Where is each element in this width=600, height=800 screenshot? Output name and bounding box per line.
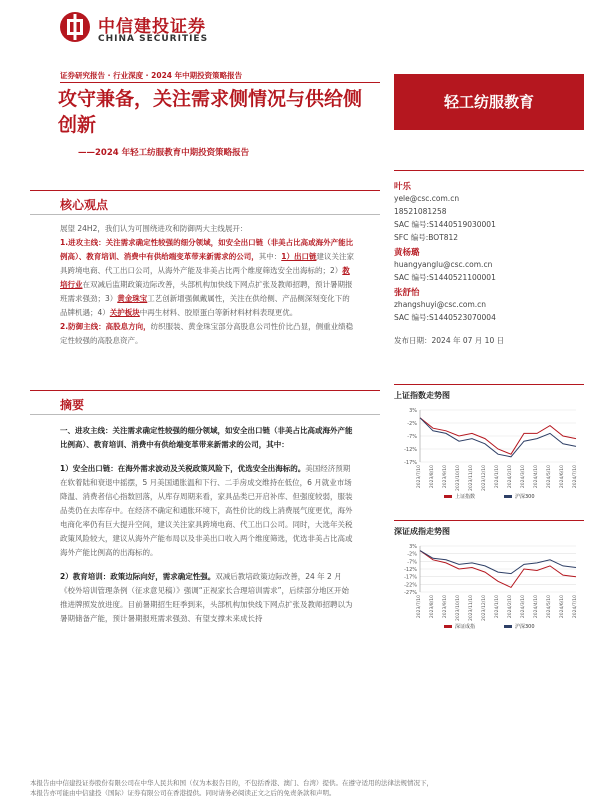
x-tick-label: 2023/8/10	[430, 595, 435, 619]
chart-title: 深证成指走势图	[394, 527, 450, 536]
summary-body	[60, 424, 356, 626]
section-divider	[30, 414, 380, 415]
core-point-2: 2.防御主线：高股息方向，纺织服装、黄金珠宝部分高股息公司性价比凸显，侧重业绩稳定性较强的高股息资产。	[60, 322, 354, 345]
analyst-name: 张舒怡	[394, 288, 420, 298]
sidebar-divider	[394, 170, 584, 171]
x-tick-label: 2024/7/10	[573, 465, 578, 489]
analyst-sac: SAC 编号:S1440521100001	[394, 273, 496, 282]
x-tick-label: 2023/12/10	[482, 595, 487, 621]
y-tick-label: 3%	[409, 544, 417, 550]
section-divider	[30, 390, 380, 391]
disclaimer-line: 本报告亦可能由中信建投（国际）证券有限公司在香港提供。同时请务必阅读正文之后的免责条款和声明。	[30, 789, 336, 797]
x-tick-label: 2024/6/10	[560, 465, 565, 489]
y-tick-label: -17%	[404, 460, 417, 466]
x-tick-label: 2023/7/10	[417, 595, 422, 619]
core-point-1: 1.进攻主线：关注需求确定性较强的细分领域，如安全出口链（非美占比高或海外产能比例高）、教育培训、消费中有供给端变革带来新需求的公司，其中：1）出口链建议关注家具跨境电商、代工出口公司，从海外产能及非美占比两个维度筛选安全出海标的；2）教培行业在双减后监期政策边际改善，头部机构加快线下网点扩张及教师招聘，预计暑期报班需求强劲；3）黄金珠宝工艺创新增强佩戴属性，关注在供给侧、产品侧深刻变化下的品牌机遇；4）关护板块中再生材料、胶原蛋白等新材料材料表现更优。	[60, 238, 354, 317]
summary-lead: 一、进攻主线：关注需求确定性较强的细分领域，如安全出口链（非美占比高或海外产能比例高）、教育培训、消费中有供给端变革带来新需求的公司，其中：	[60, 426, 353, 449]
disclaimer-line: 本报告由中信建投证券股份有限公司在中华人民共和国（仅为本报告目的，不包括香港、澳门、台湾）提供。在遵守适用的法律法规情况下，	[30, 779, 433, 787]
x-tick-label: 2023/11/10	[469, 595, 474, 621]
x-tick-label: 2023/9/10	[443, 465, 448, 489]
analyst-list	[394, 178, 584, 347]
x-tick-label: 2023/11/10	[469, 465, 474, 491]
x-tick-label: 2024/7/10	[573, 595, 578, 619]
core-intro: 展望 24H2，我们认为可围绕进攻和防御两大主线展开：	[60, 224, 248, 233]
y-tick-label: -22%	[404, 582, 417, 589]
x-tick-label: 2024/3/10	[521, 595, 526, 619]
legend-label: 上证指数	[455, 494, 476, 500]
x-tick-label: 2024/5/10	[547, 595, 552, 619]
logo-text: 中信建投证券	[98, 17, 206, 37]
x-tick-label: 2023/10/10	[456, 465, 461, 491]
x-tick-label: 2024/1/10	[495, 465, 500, 489]
summary-heading: 摘要	[60, 398, 85, 412]
x-tick-label: 2024/3/10	[521, 465, 526, 489]
legend-swatch	[444, 495, 452, 498]
x-tick-label: 2023/8/10	[430, 465, 435, 489]
x-tick-label: 2024/2/10	[508, 465, 513, 489]
y-tick-label: 3%	[409, 408, 417, 414]
analyst-sfc: SFC 编号:BOT812	[394, 233, 459, 242]
legend-swatch	[504, 495, 512, 498]
y-tick-label: -7%	[407, 434, 417, 440]
summary-point-2: 2）教育培训：政策边际向好，需求确定性强。双减后教培政策边际改善，24 年 2 月《校外培训管理条例（征求意见稿）》强调“正视家长合理培训需求”，后续部分地区开始推进牌照发放进度。目前暑期招生旺季到来，头部机构加快线下网点扩张及教师招聘以为暑期储备产能，预计暑期报班需求强劲、有望支撑未来成长持	[60, 572, 353, 623]
chart-shenzhen	[394, 540, 584, 644]
y-tick-label: -7%	[407, 559, 417, 566]
logo	[58, 8, 228, 48]
core-body	[60, 222, 356, 348]
x-tick-label: 2024/1/10	[495, 595, 500, 619]
x-tick-label: 2024/4/10	[534, 465, 539, 489]
analyst-sac: SAC 编号:S1440519030001	[394, 220, 496, 229]
legend-swatch	[504, 625, 512, 628]
report-title: 攻守兼备，关注需求侧情况与供给侧创新	[58, 88, 363, 136]
analyst-email[interactable]: yele@csc.com.cn	[394, 194, 460, 203]
y-tick-label: -12%	[404, 567, 417, 573]
analyst-name: 黄杨璐	[394, 248, 420, 258]
chart-title: 上证指数走势图	[394, 391, 450, 400]
x-tick-label: 2023/10/10	[456, 595, 461, 621]
analyst-email[interactable]: huangyanglu@csc.com.cn	[394, 260, 493, 269]
publish-date: 发布日期：2024 年 07 月 10 日	[394, 336, 505, 345]
analyst-name: 叶乐	[394, 182, 412, 192]
y-tick-label: -2%	[407, 551, 417, 558]
y-tick-label: -27%	[404, 590, 417, 596]
logo-text-en: CHINA SECURITIES	[98, 34, 209, 44]
y-tick-label: -12%	[404, 447, 417, 453]
disclaimer-footer	[30, 778, 590, 798]
analyst-card	[394, 180, 584, 244]
x-tick-label: 2024/4/10	[534, 595, 539, 619]
y-tick-label: -17%	[404, 574, 417, 581]
section-divider	[30, 190, 380, 191]
analyst-phone: 18521081258	[394, 207, 447, 216]
series-line-1	[420, 418, 576, 457]
analyst-sac: SAC 编号:S1440523070004	[394, 313, 496, 322]
x-tick-label: 2024/2/10	[508, 595, 513, 619]
core-heading: 核心观点	[60, 198, 109, 212]
summary-point-1: 1）安全出口链：在海外需求波动及关税政策风险下，优选安全出海标的。美国经济预期在软着陆和衰退中摇摆，5 月美国通胀温和下行、二手房成交维持在低位，6 月就业市场降温、消费者信心指数回落，从库存周期来看，家具品类已开启补库、但强度较弱，服装品类仍在去库存中。在经济不确定和通胀环境下，高性价比的线上消费展气度更优，海外电商化率仍有巨大提升空间，建议关注家具跨境电商、代工出口公司。同时，大选年关税政策风险较大，建议从海外产能布局以及非美出口收入两个维度筛选，优选非美占比高或海外产能比例高的出海标的。	[60, 464, 353, 557]
chart-divider	[394, 520, 584, 521]
x-tick-label: 2023/12/10	[482, 465, 487, 491]
report-subtitle: ——2024 年轻工纺服教育中期投资策略报告	[78, 148, 250, 158]
section-divider	[30, 214, 380, 215]
header-divider	[60, 82, 380, 83]
x-tick-label: 2023/9/10	[443, 595, 448, 619]
chart-shanghai	[394, 404, 584, 516]
x-tick-label: 2023/7/10	[417, 465, 422, 489]
x-tick-label: 2024/5/10	[547, 465, 552, 489]
x-tick-label: 2024/6/10	[560, 595, 565, 619]
legend-swatch	[444, 625, 452, 628]
analyst-card	[394, 286, 584, 324]
analyst-card	[394, 246, 584, 284]
legend-label: 沪深300	[515, 624, 535, 630]
logo-icon	[58, 10, 92, 44]
y-tick-label: -2%	[407, 421, 417, 427]
chart-divider	[394, 384, 584, 385]
legend-label: 沪深300	[515, 494, 535, 500]
sector-banner: 轻工纺服教育	[394, 74, 584, 130]
legend-label: 深证成指	[455, 624, 476, 630]
breadcrumb: 证券研究报告 · 行业深度 · 2024 年中期投资策略报告	[60, 71, 243, 80]
analyst-email[interactable]: zhangshuyi@csc.com.cn	[394, 300, 487, 309]
